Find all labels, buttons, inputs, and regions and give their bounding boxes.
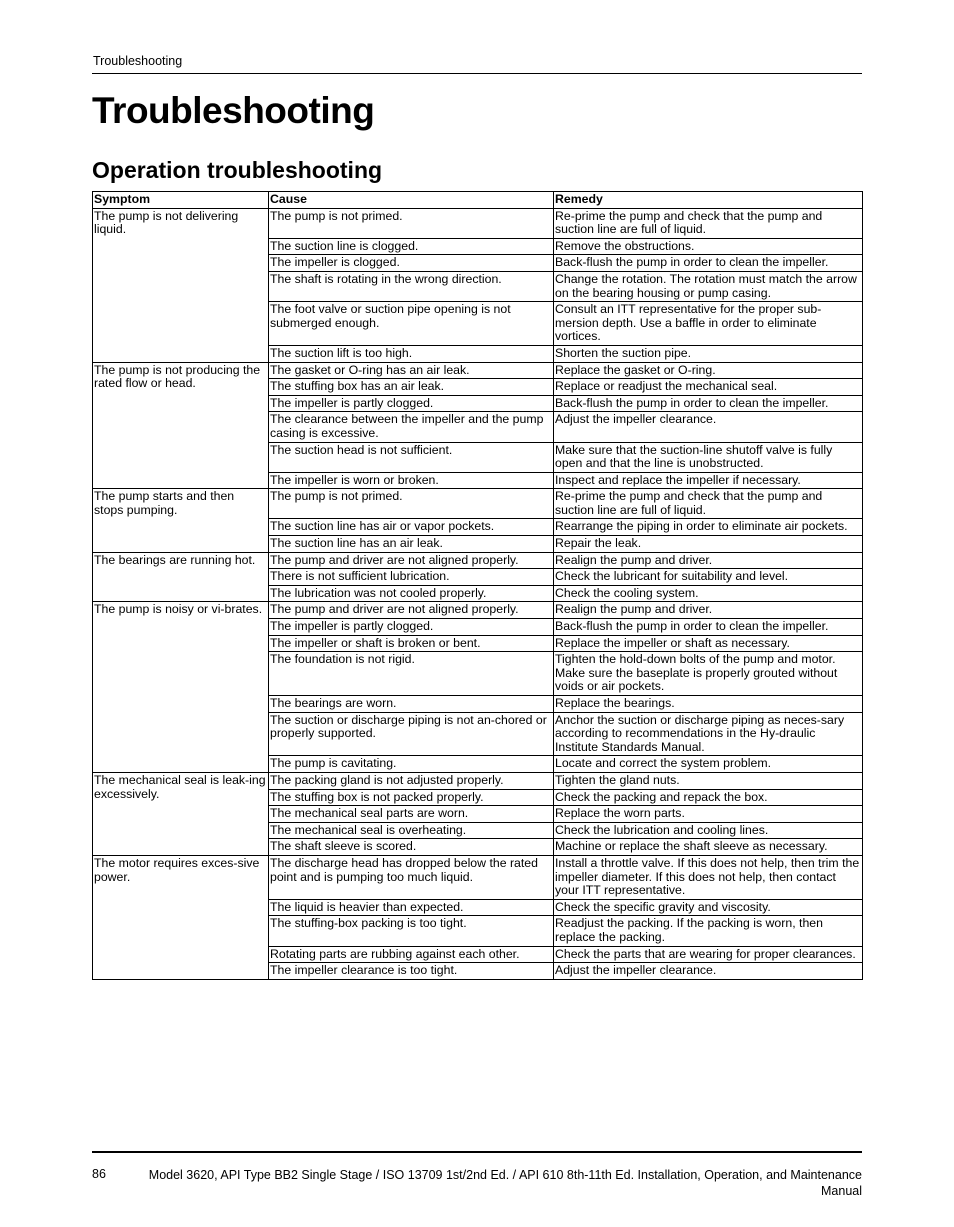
symptom-cell: The mechanical seal is leak-ing excessively. [93, 772, 269, 855]
page-number: 86 [92, 1167, 106, 1181]
remedy-cell: Adjust the impeller clearance. [554, 963, 863, 980]
table-row [93, 362, 863, 379]
running-head: Troubleshooting [93, 54, 183, 68]
remedy-cell: Anchor the suction or discharge piping as neces-sary according to recommendations in the Hy-draulic Institute Standards Manual. [554, 712, 863, 756]
remedy-cell: Install a throttle valve. If this does not help, then trim the impeller diameter. If this does not help, then contact your ITT representative. [554, 855, 863, 899]
remedy-cell: Machine or replace the shaft sleeve as necessary. [554, 839, 863, 856]
remedy-cell: Replace or readjust the mechanical seal. [554, 379, 863, 396]
cause-cell: The suction line has air or vapor pockets. [269, 519, 554, 536]
cause-cell: The impeller is partly clogged. [269, 395, 554, 412]
cause-cell: The stuffing box has an air leak. [269, 379, 554, 396]
cause-cell: The impeller is clogged. [269, 255, 554, 272]
remedy-cell: Replace the gasket or O-ring. [554, 362, 863, 379]
cause-cell: The lubrication was not cooled properly. [269, 585, 554, 602]
symptom-cell: The bearings are running hot. [93, 552, 269, 602]
cause-cell: The suction line has an air leak. [269, 536, 554, 553]
remedy-cell: Check the lubricant for suitability and level. [554, 569, 863, 586]
remedy-cell: Check the cooling system. [554, 585, 863, 602]
cause-cell: The pump is not primed. [269, 489, 554, 519]
symptom-cell: The pump is noisy or vi-brates. [93, 602, 269, 773]
table-body [93, 208, 863, 979]
header-remedy: Remedy [554, 192, 863, 209]
remedy-cell: Inspect and replace the impeller if necessary. [554, 472, 863, 489]
cause-cell: The impeller is partly clogged. [269, 619, 554, 636]
cause-cell: The suction or discharge piping is not an-chored or properly supported. [269, 712, 554, 756]
document-title: Model 3620, API Type BB2 Single Stage / ISO 13709 1st/2nd Ed. / API 610 8th-11th Ed. Installation, Operation, and Maintenance Manual [148, 1168, 862, 1198]
symptom-cell: The pump starts and then stops pumping. [93, 489, 269, 552]
symptom-cell: The motor requires exces-sive power. [93, 855, 269, 979]
cause-cell: The suction line is clogged. [269, 238, 554, 255]
remedy-cell: Check the parts that are wearing for proper clearances. [554, 946, 863, 963]
cause-cell: The impeller or shaft is broken or bent. [269, 635, 554, 652]
cause-cell: The pump is cavitating. [269, 756, 554, 773]
remedy-cell: Replace the worn parts. [554, 806, 863, 823]
remedy-cell: Repair the leak. [554, 536, 863, 553]
cause-cell: The foot valve or suction pipe opening is not submerged enough. [269, 302, 554, 346]
remedy-cell: Realign the pump and driver. [554, 552, 863, 569]
cause-cell: The clearance between the impeller and the pump casing is excessive. [269, 412, 554, 442]
remedy-cell: Readjust the packing. If the packing is worn, then replace the packing. [554, 916, 863, 946]
remedy-cell: Change the rotation. The rotation must match the arrow on the bearing housing or pump casing. [554, 271, 863, 301]
header-cause: Cause [269, 192, 554, 209]
remedy-cell: Back-flush the pump in order to clean the impeller. [554, 255, 863, 272]
remedy-cell: Replace the impeller or shaft as necessary. [554, 635, 863, 652]
remedy-cell: Replace the bearings. [554, 696, 863, 713]
cause-cell: The impeller is worn or broken. [269, 472, 554, 489]
remedy-cell: Check the packing and repack the box. [554, 789, 863, 806]
remedy-cell: Tighten the gland nuts. [554, 772, 863, 789]
cause-cell: The bearings are worn. [269, 696, 554, 713]
table-header-row [93, 192, 863, 209]
remedy-cell: Realign the pump and driver. [554, 602, 863, 619]
cause-cell: The suction lift is too high. [269, 345, 554, 362]
cause-cell: The impeller clearance is too tight. [269, 963, 554, 980]
cause-cell: The suction head is not sufficient. [269, 442, 554, 472]
cause-cell: The discharge head has dropped below the rated point and is pumping too much liquid. [269, 855, 554, 899]
cause-cell: The packing gland is not adjusted properly. [269, 772, 554, 789]
cause-cell: The shaft sleeve is scored. [269, 839, 554, 856]
remedy-cell: Check the lubrication and cooling lines. [554, 822, 863, 839]
remedy-cell: Back-flush the pump in order to clean the impeller. [554, 395, 863, 412]
cause-cell: The mechanical seal is overheating. [269, 822, 554, 839]
remedy-cell: Re-prime the pump and check that the pump and suction line are full of liquid. [554, 208, 863, 238]
footer-rule [92, 1151, 862, 1153]
cause-cell: The stuffing box is not packed properly. [269, 789, 554, 806]
remedy-cell: Back-flush the pump in order to clean the impeller. [554, 619, 863, 636]
remedy-cell: Consult an ITT representative for the proper sub-mersion depth. Use a baffle in order to eliminate vortices. [554, 302, 863, 346]
cause-cell: The gasket or O-ring has an air leak. [269, 362, 554, 379]
table-row [93, 855, 863, 899]
cause-cell: The foundation is not rigid. [269, 652, 554, 696]
remedy-cell: Make sure that the suction-line shutoff valve is fully open and that the line is unobstructed. [554, 442, 863, 472]
table-row [93, 552, 863, 569]
cause-cell: The pump is not primed. [269, 208, 554, 238]
symptom-cell: The pump is not delivering liquid. [93, 208, 269, 362]
cause-cell: The pump and driver are not aligned properly. [269, 602, 554, 619]
remedy-cell: Rearrange the piping in order to eliminate air pockets. [554, 519, 863, 536]
remedy-cell: Remove the obstructions. [554, 238, 863, 255]
cause-cell: The stuffing-box packing is too tight. [269, 916, 554, 946]
cause-cell: The mechanical seal parts are worn. [269, 806, 554, 823]
cause-cell: The pump and driver are not aligned properly. [269, 552, 554, 569]
remedy-cell: Adjust the impeller clearance. [554, 412, 863, 442]
header-symptom: Symptom [93, 192, 269, 209]
cause-cell: The liquid is heavier than expected. [269, 899, 554, 916]
troubleshooting-table [92, 191, 863, 980]
cause-cell: There is not sufficient lubrication. [269, 569, 554, 586]
remedy-cell: Tighten the hold-down bolts of the pump and motor. Make sure the baseplate is properly grouted without voids or air pockets. [554, 652, 863, 696]
remedy-cell: Shorten the suction pipe. [554, 345, 863, 362]
cause-cell: The shaft is rotating in the wrong direction. [269, 271, 554, 301]
header-rule [92, 73, 862, 74]
remedy-cell: Check the specific gravity and viscosity. [554, 899, 863, 916]
remedy-cell: Re-prime the pump and check that the pump and suction line are full of liquid. [554, 489, 863, 519]
section-title: Operation troubleshooting [92, 157, 383, 183]
symptom-cell: The pump is not producing the rated flow or head. [93, 362, 269, 489]
table-row [93, 208, 863, 238]
table-row [93, 489, 863, 519]
table-row [93, 602, 863, 619]
table-row [93, 772, 863, 789]
page-title: Troubleshooting [92, 90, 375, 131]
cause-cell: Rotating parts are rubbing against each other. [269, 946, 554, 963]
remedy-cell: Locate and correct the system problem. [554, 756, 863, 773]
